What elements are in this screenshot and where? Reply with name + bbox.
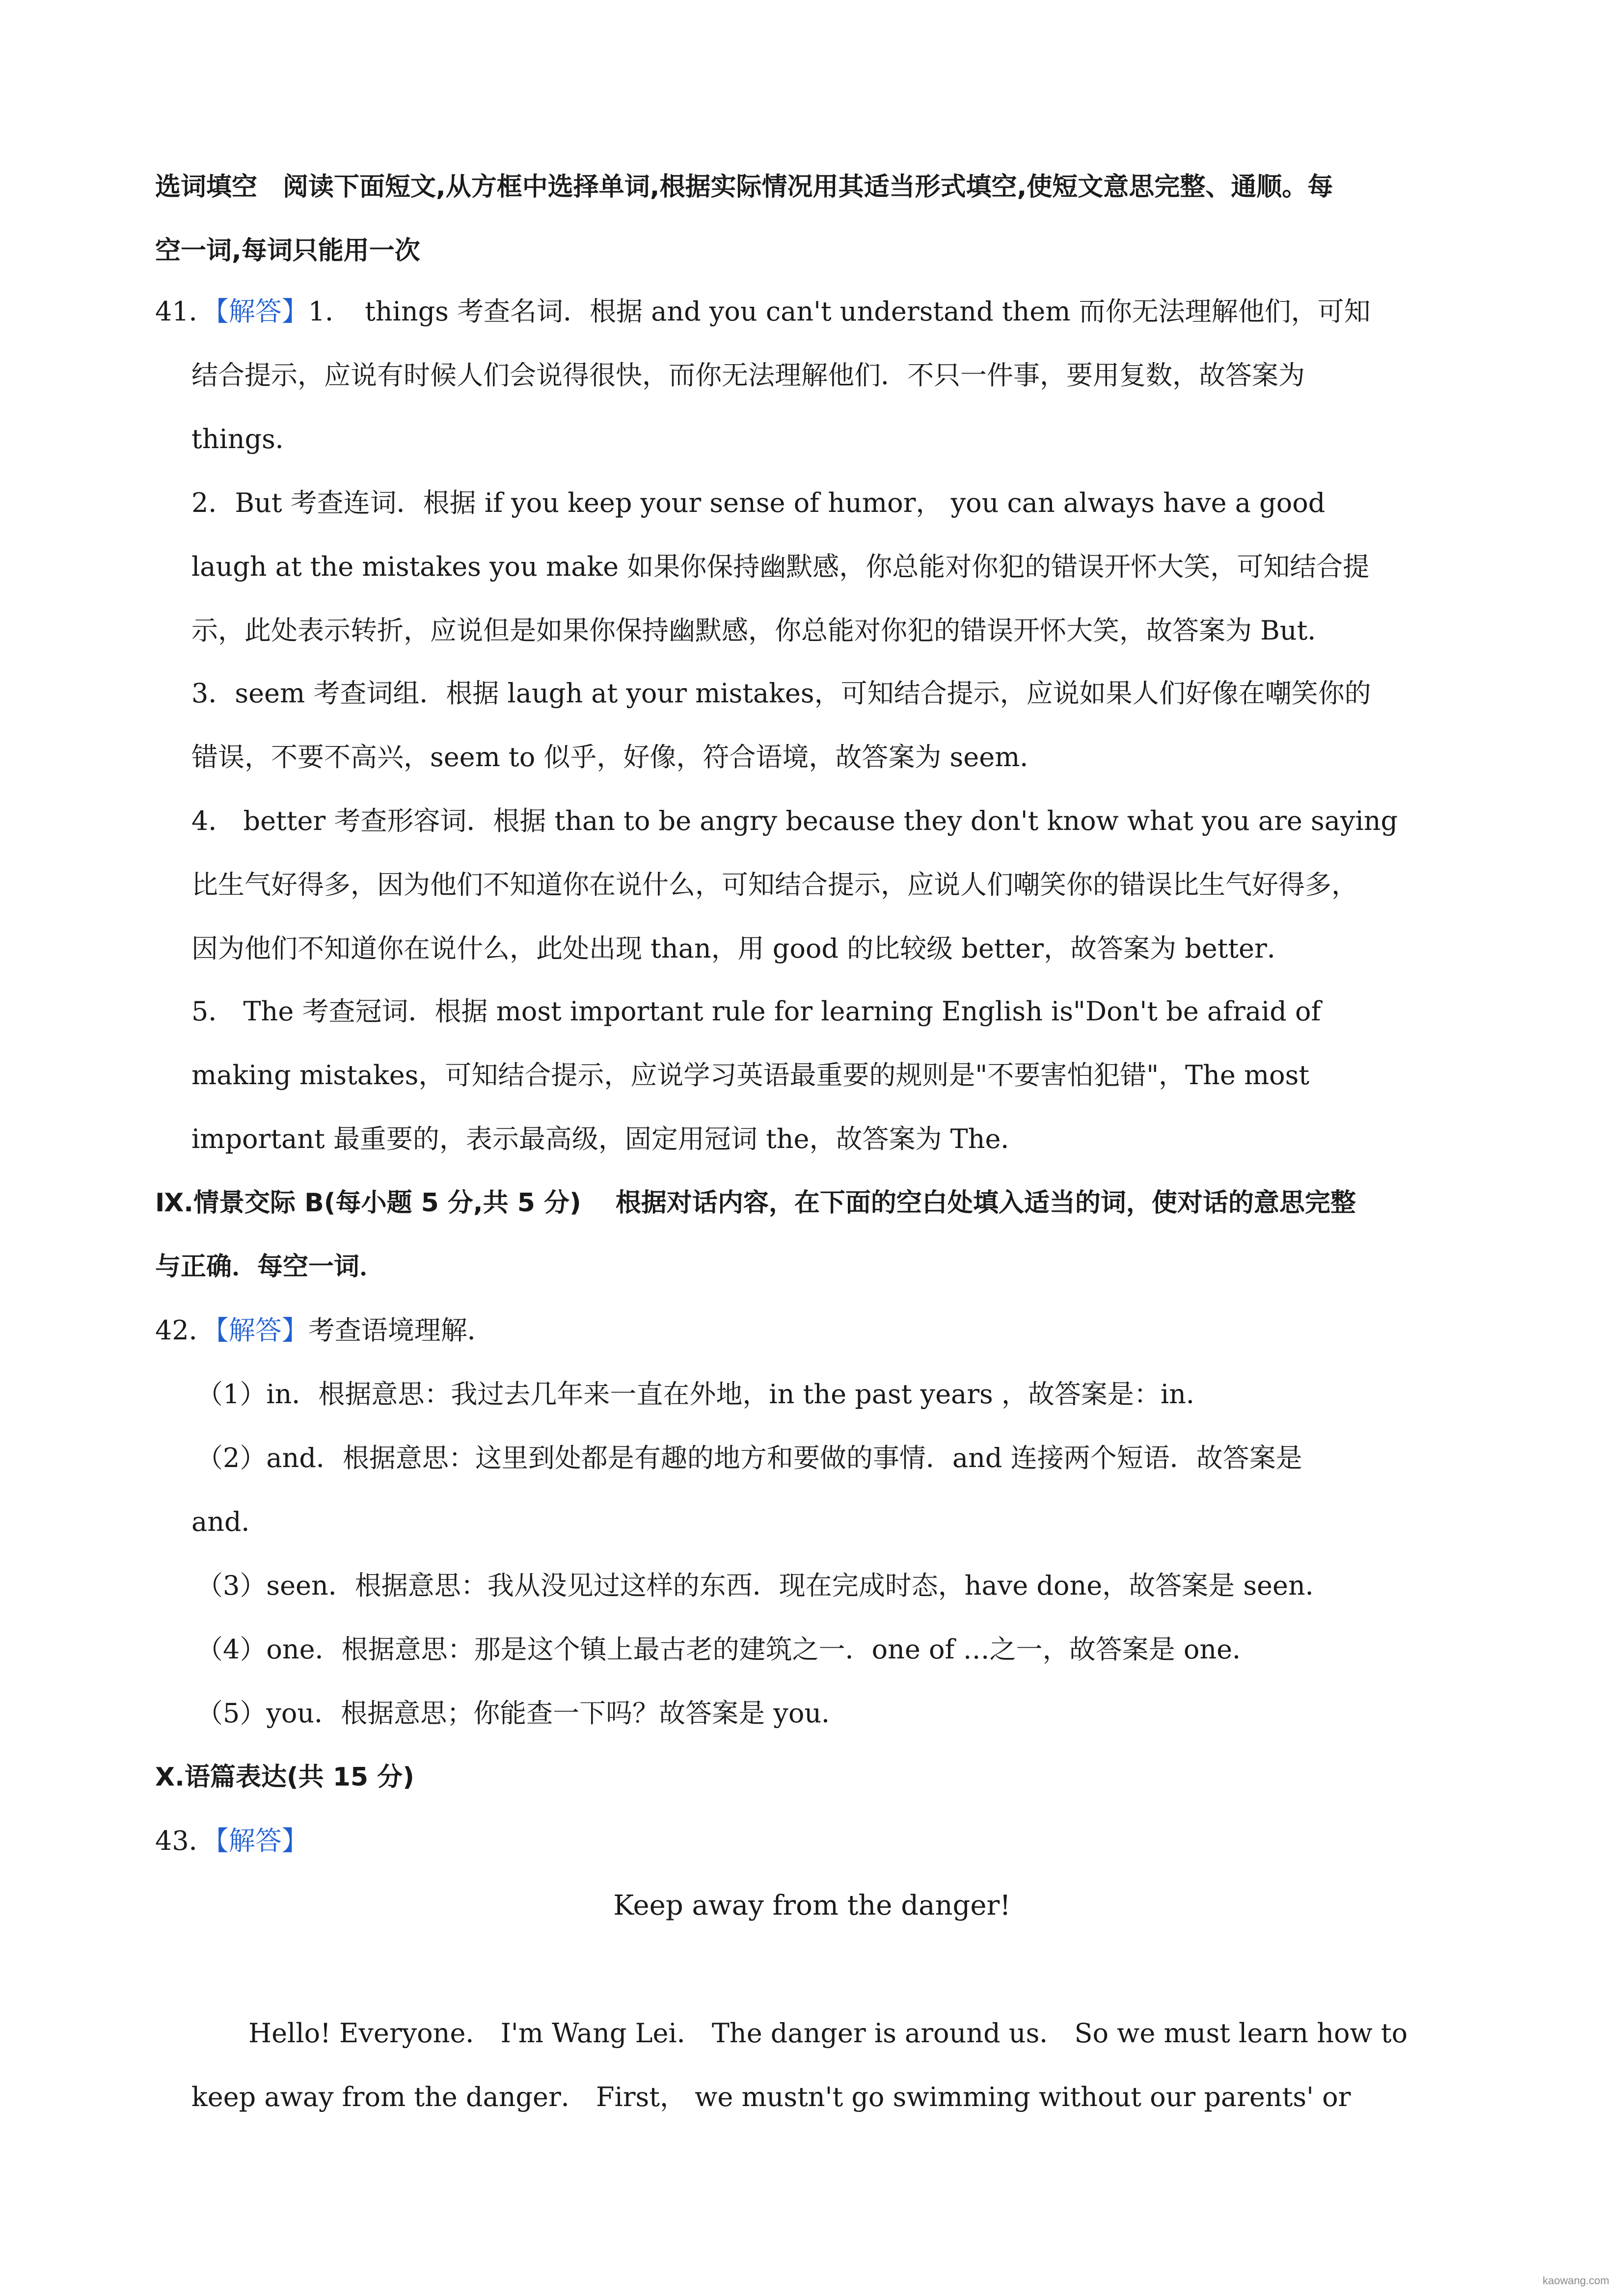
q42-line: （5）you．根据意思；你能查一下吗？故答案是 you． — [196, 1698, 848, 1729]
q41-line: 结合提示，应说有时候人们会说得很快，而你无法理解他们．不只一件事，要用复数，故答案为 — [191, 360, 1305, 391]
q42-line: （3）seen．根据意思：我从没见过这样的东西．现在完成时态，have done，故答案是 seen． — [196, 1570, 1332, 1601]
watermark-text: kaowang.com — [1543, 2274, 1609, 2287]
q41-line: 3．seem 考查词组．根据 laugh at your mistakes，可知结合提示，应说如果人们好像在嘲笑你的 — [191, 678, 1371, 709]
q41-line: laugh at the mistakes you make 如果你保持幽默感，你总能对你犯的错误开怀大笑，可知结合提 — [191, 551, 1370, 582]
q41-first-line — [155, 294, 1371, 329]
section-heading-vocabulary-cont: 空一词,每词只能用一次 — [155, 236, 420, 266]
section-heading-dialogue-cont: 与正确．每空一词． — [155, 1252, 385, 1281]
q41-line: 5． The 考查冠词．根据 most important rule for learning English is"Don't be afraid of — [191, 996, 1321, 1027]
q41-line: 2．But 考查连词．根据 if you keep your sense of humor， you can always have a good — [191, 487, 1326, 518]
section-heading-dialogue: Ⅸ.情景交际 B(每小题 5 分,共 5 分) 根据对话内容，在下面的空白处填入适当的词，使对话的意思完整 — [155, 1188, 1356, 1218]
q41-line: 4． better 考查形容词．根据 than to be angry because they don't know what you are saying — [191, 805, 1398, 836]
q41-line: things． — [191, 424, 302, 454]
q43-number: 43． — [155, 1825, 216, 1856]
q43-first-line — [155, 1824, 308, 1858]
q42-first-line — [155, 1313, 494, 1348]
q41-line: important 最重要的，表示最高级，固定用冠词 the，故答案为 The． — [191, 1123, 1028, 1154]
essay-line: Hello! Everyone． I'm Wang Lei． The danger is around us． So we must learn how to — [248, 2018, 1408, 2049]
q41-line: 示，此处表示转折，应说但是如果你保持幽默感，你总能对你犯的错误开怀大笑，故答案为 But． — [191, 615, 1334, 646]
q41-answer-tag: 【解答】 — [215, 296, 308, 327]
section-heading-writing: Ⅹ.语篇表达(共 15 分) — [155, 1762, 414, 1792]
q41-line: 比生气好得多，因为他们不知道你在说什么，可知结合提示，应说人们嘲笑你的错误比生气好得多， — [191, 869, 1358, 900]
q42-line: （4）one．根据意思：那是这个镇上最古老的建筑之一．one of …之一，故答案是 one． — [196, 1634, 1259, 1665]
q41-line: making mistakes，可知结合提示，应说学习英语最重要的规则是"不要害怕犯错"，The most — [191, 1060, 1310, 1091]
q42-line: （2）and．根据意思：这里到处都是有趣的地方和要做的事情．and 连接两个短语．故答案是 — [196, 1442, 1302, 1473]
q43-answer-tag: 【解答】 — [215, 1825, 308, 1856]
essay-title: Keep away from the danger! — [613, 1890, 1011, 1922]
q42-answer-tag: 【解答】 — [215, 1315, 308, 1346]
q41-line: 1． things 考查名词．根据 and you can't understand them 而你无法理解他们，可知 — [308, 296, 1371, 327]
q42-intro: 考查语境理解． — [308, 1315, 494, 1346]
q42-line: and． — [191, 1506, 268, 1537]
q41-number: 41． — [155, 296, 216, 327]
q41-line: 错误，不要不高兴，seem to 似乎，好像，符合语境，故答案为 seem． — [191, 742, 1047, 773]
essay-line: keep away from the danger． First， we mustn't go swimming without our parents' or — [191, 2082, 1351, 2112]
q41-line: 因为他们不知道你在说什么，此处出现 than，用 good 的比较级 better，故答案为 better． — [191, 933, 1294, 964]
section-heading-vocabulary: 选词填空 阅读下面短文,从方框中选择单词,根据实际情况用其适当形式填空,使短文意思完整、通顺。每 — [155, 172, 1333, 202]
q42-line: （1）in．根据意思：我过去几年来一直在外地，in the past years ，故答案是：in． — [196, 1379, 1213, 1410]
q42-number: 42． — [155, 1315, 216, 1346]
